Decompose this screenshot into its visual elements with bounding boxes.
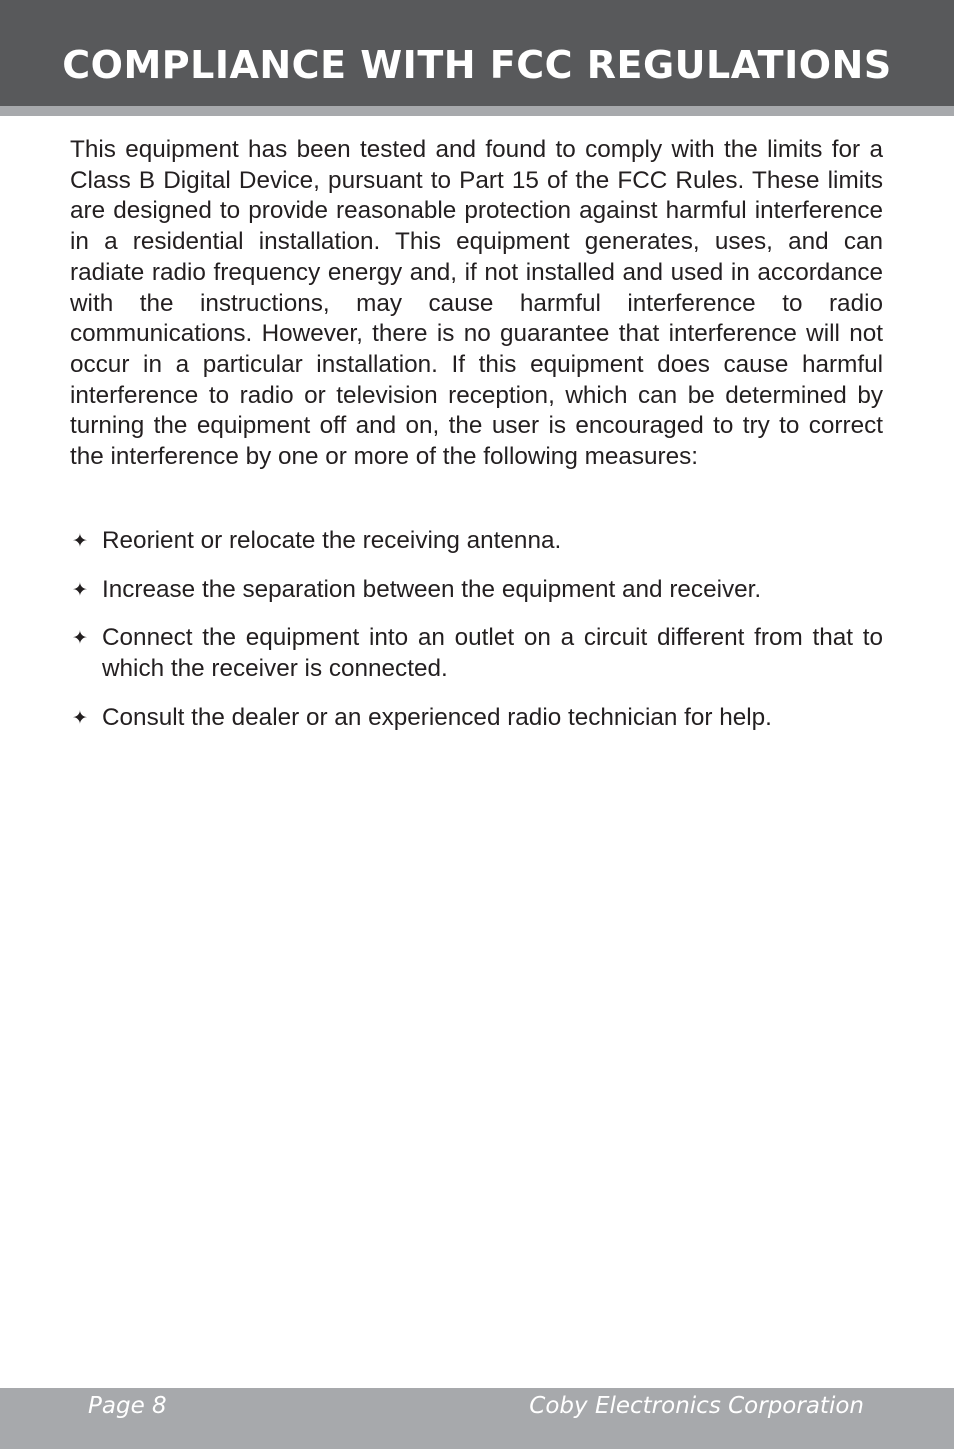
list-item	[70, 526, 883, 557]
measure-text: Reorient or relocate the receiving antenna.	[102, 527, 562, 554]
measure-text: Connect the equipment into an outlet on a circuit different from that to which the receiver is connected.	[102, 624, 883, 683]
measure-text: Consult the dealer or an experienced radio technician for help.	[102, 703, 772, 731]
four-point-star-bullet-icon: ✦	[72, 627, 88, 650]
list-item	[70, 575, 883, 606]
four-point-star-bullet-icon: ✦	[72, 530, 88, 552]
four-point-star-bullet-icon: ✦	[72, 706, 88, 729]
measure-text: Increase the separation between the equipment and receiver.	[102, 575, 762, 603]
intro-paragraph: This equipment has been tested and found to comply with the limits for a Class B Digital Device, pursuant to Part 15 of the FCC Rules. These limits are designed to provide reasonable protection against harmful interference in a residential installation. This equipment generates, uses, and can radiate radio frequency energy and, if not installed and used in accordance with the instructions, may cause harmful interference to radio communications. However, there is no guarantee that interference will not occur in a particular installation. If this equipment does cause harmful interference to radio or television reception, which can be determined by turning the equipment off and on, the user is encouraged to try to correct the interference by one or more of the following measures:	[70, 136, 883, 471]
page-title: COMPLIANCE WITH FCC REGULATIONS	[62, 43, 892, 87]
footer-page-number: Page 8	[88, 1393, 167, 1419]
list-item	[70, 623, 883, 684]
measures-list	[70, 526, 883, 752]
list-item	[70, 703, 883, 734]
footer-company-name: Coby Electronics Corporation	[529, 1393, 864, 1419]
header-underline	[0, 106, 954, 116]
four-point-star-bullet-icon: ✦	[72, 578, 88, 601]
